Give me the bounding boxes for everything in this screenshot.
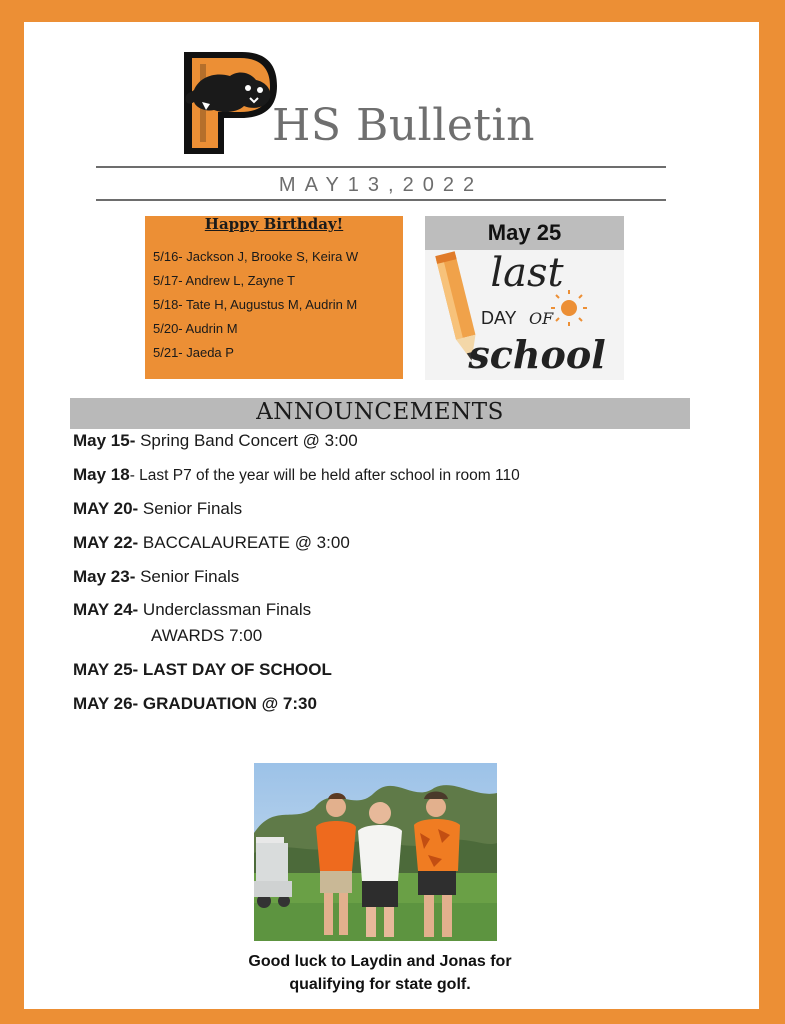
caption-line: Good luck to Laydin and Jonas for — [248, 953, 512, 970]
birthday-line: 5/17- Andrew L, Zayne T — [153, 273, 296, 288]
announcement-text: Spring Band Concert @ 3:00 — [135, 431, 358, 450]
announcement-text: Underclassman Finals — [138, 600, 312, 619]
announcement-date: MAY 20- — [73, 499, 139, 518]
announcement-item — [73, 499, 242, 519]
caption-line: qualifying for state golf. — [289, 976, 471, 993]
announcement-date: MAY 26- — [73, 694, 139, 713]
announcement-text: LAST DAY OF SCHOOL — [138, 660, 332, 679]
art-word-day: DAY — [481, 308, 517, 328]
art-word-school: school — [468, 332, 606, 377]
birthday-line: 5/20- Audrin M — [153, 321, 238, 336]
announcement-item — [73, 533, 350, 553]
announcement-date: May 23- — [73, 567, 136, 586]
birthday-line: 5/21- Jaeda P — [153, 345, 234, 360]
last-day-header — [425, 216, 624, 250]
announcement-text: GRADUATION @ 7:30 — [138, 694, 317, 713]
announcement-item — [73, 600, 311, 620]
photo-caption — [174, 950, 586, 996]
bulletin-sheet — [24, 22, 759, 1009]
art-word-last: last — [490, 250, 564, 296]
announcement-text: Senior Finals — [135, 567, 240, 586]
bottom-rule — [96, 199, 666, 201]
announcement-item — [73, 567, 239, 587]
announcement-item — [73, 465, 520, 485]
top-rule — [96, 166, 666, 168]
announcement-item — [73, 431, 358, 451]
announcement-text: BACCALAUREATE @ 3:00 — [138, 533, 350, 552]
announcement-date: MAY 22- — [73, 533, 139, 552]
bulletin-date: MAY13,2022 — [278, 174, 484, 196]
announcement-subtext: AWARDS 7:00 — [151, 626, 263, 645]
last-day-of-school-artwork — [425, 250, 624, 380]
announcement-date: May 18 — [73, 465, 130, 484]
bulletin-title: HS Bulletin — [272, 100, 535, 151]
announcement-date: MAY 25- — [73, 660, 139, 679]
announcement-text: Senior Finals — [138, 499, 243, 518]
birthday-title: Happy Birthday! — [204, 215, 344, 233]
announcements-header — [70, 398, 690, 429]
announcement-date: MAY 24- — [73, 600, 139, 619]
panther-p-logo — [180, 50, 278, 158]
announcement-date: May 15- — [73, 431, 136, 450]
art-word-of: OF — [529, 309, 554, 328]
birthday-line: 5/18- Tate H, Augustus M, Audrin M — [153, 297, 358, 312]
birthday-box — [145, 216, 403, 379]
announcement-item — [73, 694, 317, 714]
last-day-box — [425, 216, 624, 380]
last-day-date: May 25 — [487, 220, 562, 245]
announcements-title: ANNOUNCEMENTS — [256, 399, 504, 425]
announcement-text: - Last P7 of the year will be held after school in room 110 — [129, 467, 520, 484]
announcement-item — [73, 660, 332, 680]
birthday-line: 5/16- Jackson J, Brooke S, Keira W — [153, 249, 359, 264]
golf-team-photo — [254, 763, 497, 941]
